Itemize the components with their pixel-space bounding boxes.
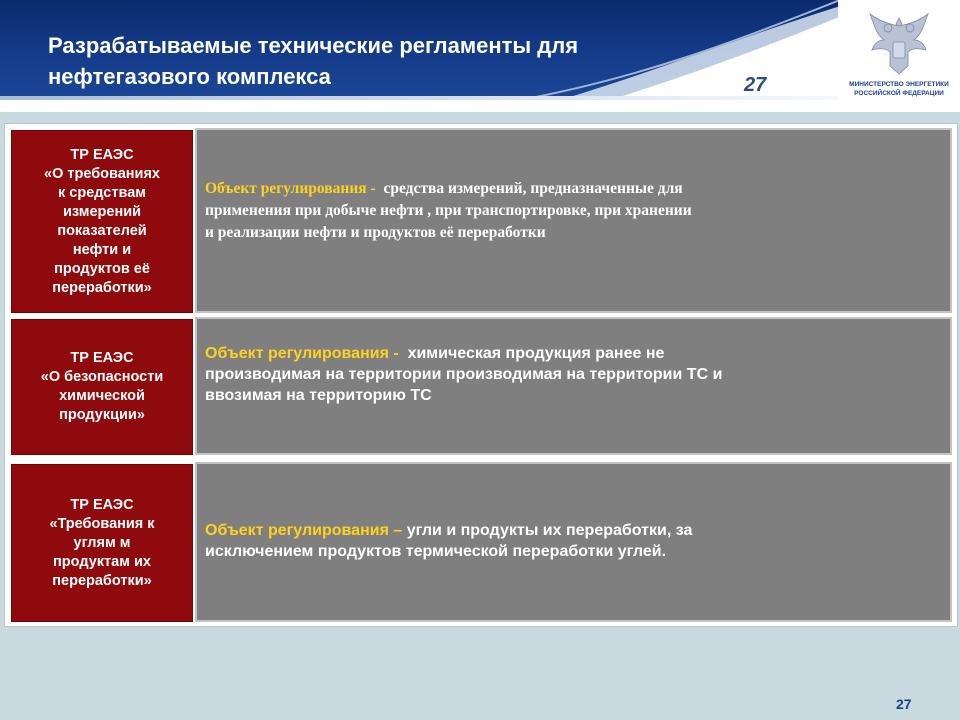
regulation-name-line: измерений [62, 203, 142, 220]
scope-text: средства измерений, предназначенные для [383, 180, 683, 197]
ministry-logo [838, 0, 960, 112]
regulation-name-line: продуктам их [53, 553, 151, 570]
regulation-name-line: «О безопасности [40, 369, 164, 385]
regulation-scope-cell [195, 462, 952, 622]
header-divider [0, 96, 960, 100]
scope-text: угли и продукты их переработки, за [406, 522, 693, 539]
scope-line [205, 343, 940, 364]
regulation-name-line: химической [59, 388, 145, 404]
regulations-table [4, 123, 958, 627]
scope-line: производимая на территории производимая на территории ТС и [205, 366, 723, 383]
regulation-name-line: продуктов её [54, 260, 150, 277]
regulation-name-line: «Требования к [49, 515, 155, 532]
slide-number-footer: 27 [896, 696, 912, 712]
slide-title [48, 30, 728, 92]
scope-highlight: Объект регулирования – [205, 522, 403, 539]
regulation-scope-cell [195, 128, 952, 313]
regulation-name-line: «О требованиях [44, 165, 160, 182]
regulation-name-line: к средствам [58, 184, 146, 201]
logo-text-line: РОССИЙСКОЙ ФЕДЕРАЦИИ [854, 90, 944, 97]
regulation-name-line: показателей [57, 222, 147, 239]
regulation-scope-text [205, 343, 940, 406]
scope-line: ввозимая на территорию ТС [205, 387, 432, 404]
scope-line [205, 178, 940, 200]
ministry-logo-text [838, 80, 960, 98]
scope-line [205, 520, 940, 541]
regulation-name-cell [11, 319, 193, 455]
logo-text-line: МИНИСТЕРСТВО ЭНЕРГЕТИКИ [849, 81, 949, 88]
regulation-name-line: ТР ЕАЭС [70, 146, 134, 163]
regulation-scope-text [205, 178, 940, 244]
regulation-name-line: переработки» [52, 279, 152, 296]
regulation-scope-text [205, 520, 940, 562]
scope-line: применения при добыче нефти , при транспортировке, при хранении [205, 202, 692, 219]
scope-line: и реализации нефти и продуктов её переработки [205, 224, 546, 241]
regulation-name-line: углям м [73, 534, 131, 551]
scope-highlight: Объект регулирования - [205, 180, 376, 197]
slide-title-line: нефтегазового комплекса [48, 64, 331, 89]
regulation-name-line: ТР ЕАЭС [70, 496, 134, 513]
scope-text: химическая продукция ранее не [407, 345, 665, 362]
slide-number-header: 27 [744, 74, 767, 96]
scope-line: исключением продуктов термической переработки углей. [205, 543, 667, 560]
regulation-name-line: нефти и [72, 241, 132, 258]
double-headed-eagle-icon [866, 10, 932, 78]
slide-title-line: Разрабатываемые технические регламенты для [48, 33, 579, 58]
slide-header [0, 0, 960, 112]
regulation-name-cell [11, 130, 193, 313]
regulation-scope-cell [195, 317, 952, 455]
regulation-name-line: продукции» [59, 407, 145, 423]
regulation-name-cell [11, 464, 193, 622]
regulation-name-line: переработки» [52, 572, 152, 589]
regulation-name-line: ТР ЕАЭС [70, 350, 134, 366]
scope-highlight: Объект регулирования - [205, 345, 399, 362]
